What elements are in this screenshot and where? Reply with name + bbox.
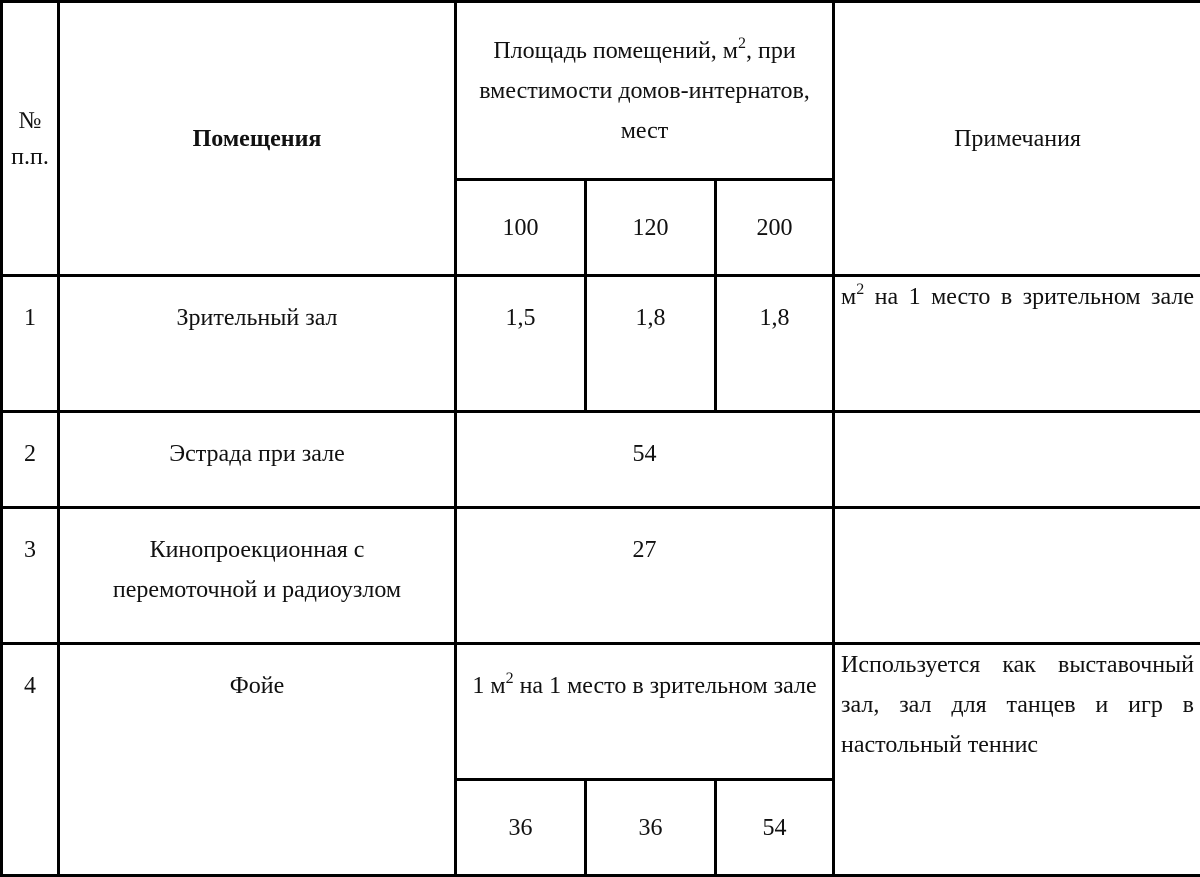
table-row: [2, 508, 1200, 644]
row-note: [834, 276, 1200, 412]
row-num: 4: [2, 644, 59, 876]
row-room: Кинопроекционная с перемоточной и радиоузлом: [59, 508, 456, 644]
num-header-cell: [2, 2, 59, 276]
row-room: Фойе: [59, 644, 456, 876]
num-header-line2: п.п.: [11, 144, 49, 170]
area-header-part2: , при вместимости домов-интернатов, мест: [479, 38, 810, 144]
row-merged-value: 54: [456, 412, 834, 508]
row-room: Эстрада при зале: [59, 412, 456, 508]
num-header-line1: №: [19, 108, 42, 134]
row-num: 1: [2, 276, 59, 412]
row-room: Зрительный зал: [59, 276, 456, 412]
row-note-text: на 1 место в зрительном зале: [864, 284, 1194, 310]
row-value: 1,5: [456, 276, 586, 412]
notes-header: Примечания: [954, 126, 1081, 152]
capacity-200: 200: [716, 180, 834, 276]
row-num: 2: [2, 412, 59, 508]
row-value: 1,8: [586, 276, 716, 412]
row-note: [834, 644, 1200, 876]
table-row: [2, 644, 1200, 780]
row-note-unit: м: [841, 284, 856, 310]
row-note: [834, 412, 1200, 508]
merged-sup: 2: [506, 670, 514, 687]
rooms-header: Помещения: [193, 126, 322, 152]
area-header-cell: [456, 2, 834, 180]
area-header-sup: 2: [738, 35, 746, 52]
merged-prefix: 1 м: [472, 673, 505, 699]
row-note-line: [841, 277, 1194, 317]
table-row: [2, 412, 1200, 508]
row-value: 36: [456, 780, 586, 876]
row-num: 3: [2, 508, 59, 644]
row-note: [834, 508, 1200, 644]
area-header-part1: Площадь помещений, м: [493, 38, 738, 64]
row-value: 1,8: [716, 276, 834, 412]
merged-suffix: на 1 место в зрительном зале: [514, 673, 817, 699]
row-note-sup: 2: [856, 281, 864, 298]
row-note-text: Используется как выставочный зал, зал для танцев и игр в настольный теннис: [841, 645, 1194, 765]
header-row: [2, 2, 1200, 180]
row-value: 54: [716, 780, 834, 876]
row-merged-value: 27: [456, 508, 834, 644]
row-value: 36: [586, 780, 716, 876]
capacity-100: 100: [456, 180, 586, 276]
notes-header-cell: [834, 2, 1200, 276]
rooms-header-cell: [59, 2, 456, 276]
table-row: [2, 276, 1200, 412]
row-merged-value: [456, 644, 834, 780]
capacity-120: 120: [586, 180, 716, 276]
